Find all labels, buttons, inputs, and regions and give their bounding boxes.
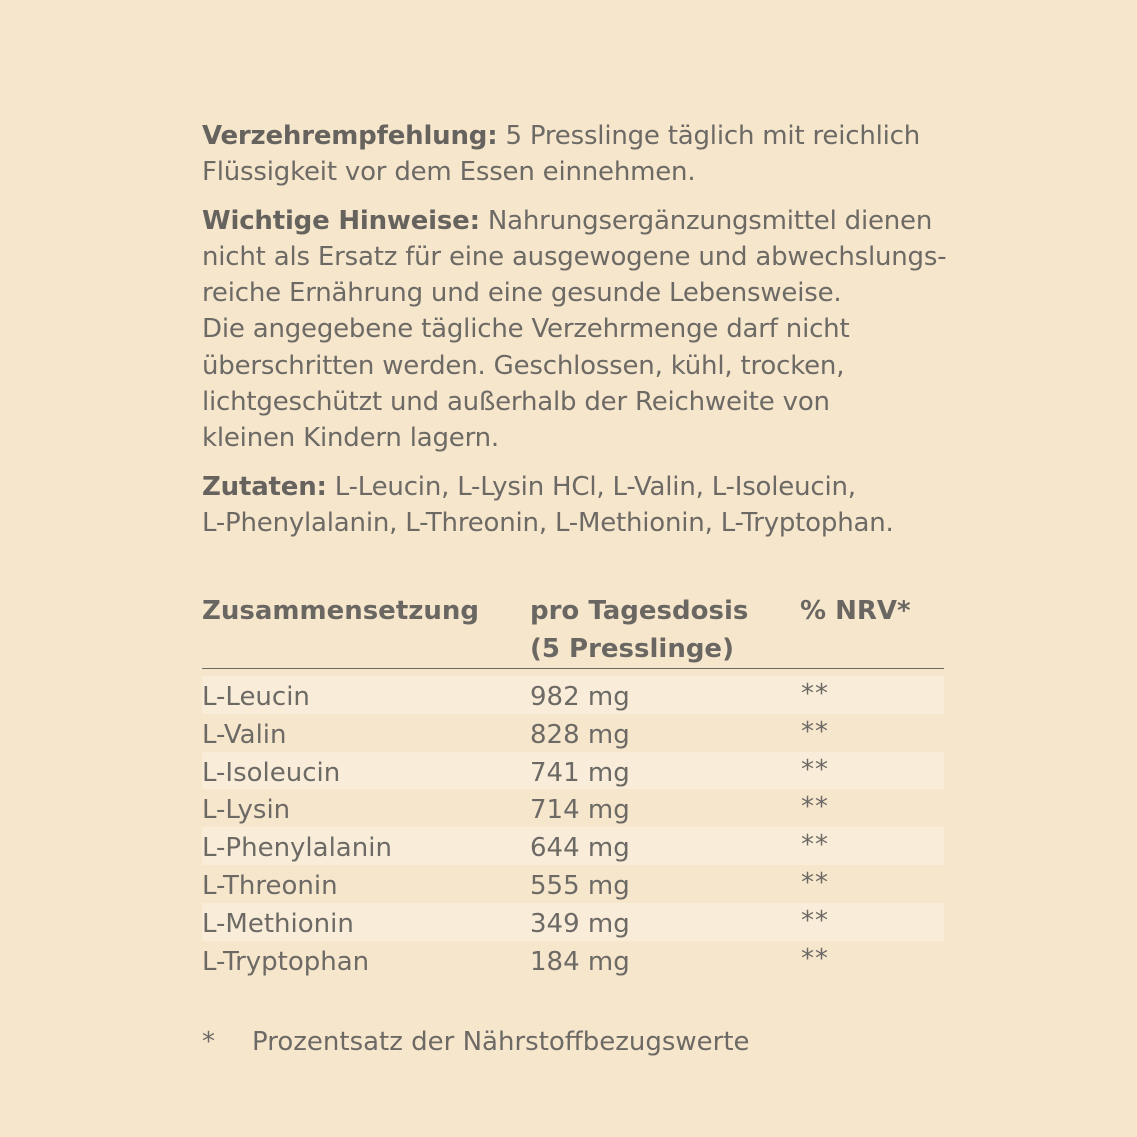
table-body [202, 676, 944, 978]
table-row [202, 865, 944, 903]
important-notes [202, 203, 1002, 457]
dosage-line-1 [202, 118, 1002, 154]
row-nrv: ** [801, 830, 829, 861]
header-daily-dose-line-1: pro Tagesdosis [530, 596, 749, 626]
row-dose: 741 mg [530, 757, 630, 788]
row-name: L-Tryptophan [202, 946, 370, 977]
row-dose: 644 mg [530, 833, 630, 864]
row-name: L-Lysin [202, 795, 291, 826]
row-nrv: ** [801, 716, 829, 747]
row-dose: 555 mg [530, 870, 630, 901]
notes-text-1: Nahrungsergänzungsmittel dienen [479, 205, 933, 236]
dosage-recommendation [202, 118, 1002, 191]
table-header [202, 592, 944, 669]
table-row [202, 941, 944, 979]
notes-line-4: Die angegebene tägliche Verzehrmenge darf nicht [202, 314, 850, 345]
row-name: L-Isoleucin [202, 757, 341, 788]
header-nrv: % NRV* [800, 596, 911, 626]
header-daily-dose [530, 592, 748, 668]
row-dose: 828 mg [530, 719, 630, 750]
dosage-text-1: 5 Presslinge täglich mit reichlich [497, 121, 921, 151]
header-daily-dose-line-2: (5 Presslinge) [530, 634, 734, 664]
row-dose: 714 mg [530, 795, 630, 826]
row-name: L-Leucin [202, 682, 310, 712]
notes-line-2: nicht als Ersatz für eine ausgewogene und abwechslungs- [202, 241, 947, 272]
notes-line-1 [202, 203, 1002, 239]
notes-line-5: überschritten werden. Geschlossen, kühl, trocken, [202, 350, 845, 381]
table-row [202, 752, 944, 790]
row-name: L-Methionin [202, 908, 354, 939]
table-row [202, 789, 944, 827]
table-row [202, 827, 944, 865]
footnote-mark: * [202, 1027, 215, 1057]
notes-line-7: kleinen Kindern lagern. [202, 423, 499, 454]
row-nrv: ** [801, 905, 829, 936]
ingredients-text-1: L-Leucin, L-Lysin HCl, L-Valin, L-Isoleucin, [326, 471, 856, 502]
dosage-line-2: Flüssigkeit vor dem Essen einnehmen. [202, 157, 696, 188]
ingredients-line-1 [202, 469, 1002, 505]
footnote [202, 1024, 750, 1060]
row-nrv: ** [801, 754, 829, 785]
table-row [202, 903, 944, 941]
ingredients-line-2: L-Phenylalanin, L-Threonin, L-Methionin, L-Tryptophan. [202, 507, 894, 538]
table-row [202, 676, 944, 714]
notes-label: Wichtige Hinweise: [202, 205, 480, 236]
ingredients [202, 469, 1002, 542]
footnote-text: Prozentsatz der Nährstoffbezugswerte [252, 1027, 750, 1057]
row-nrv: ** [801, 943, 829, 974]
row-nrv: ** [801, 679, 829, 709]
dosage-label: Verzehrempfehlung: [202, 121, 498, 151]
product-info-text [202, 118, 1002, 541]
composition-table [202, 592, 944, 978]
row-dose: 184 mg [530, 946, 630, 977]
notes-line-3: reiche Ernährung und eine gesunde Lebensweise. [202, 278, 842, 309]
header-composition: Zusammensetzung [202, 596, 480, 626]
row-name: L-Threonin [202, 870, 338, 901]
ingredients-label: Zutaten: [202, 471, 327, 502]
row-name: L-Valin [202, 719, 287, 750]
row-name: L-Phenylalanin [202, 833, 392, 864]
notes-line-6: lichtgeschützt und außerhalb der Reichweite von [202, 387, 830, 418]
row-dose: 349 mg [530, 908, 630, 939]
row-nrv: ** [801, 792, 829, 823]
table-row [202, 714, 944, 752]
row-dose: 982 mg [530, 682, 630, 712]
row-nrv: ** [801, 867, 829, 898]
